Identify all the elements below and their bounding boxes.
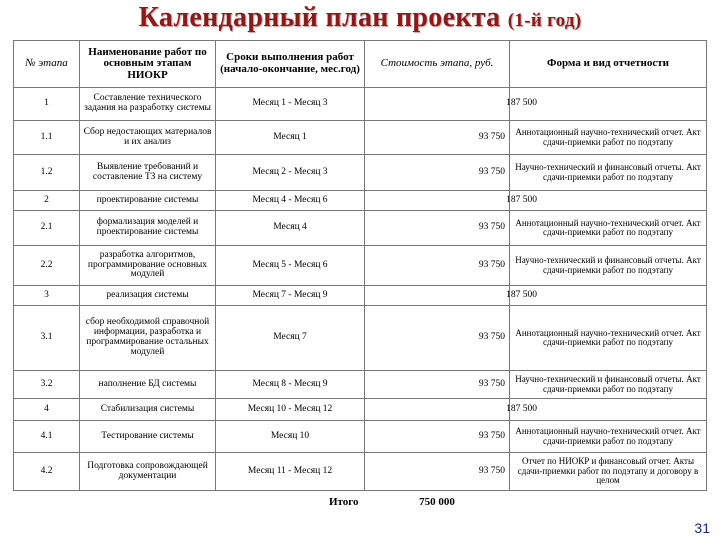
- report-form: Научно-технический и финансовый отчеты. Акт сдачи-приемки работ по подэтапу: [510, 155, 707, 191]
- table-row: [14, 211, 707, 246]
- stage-number: 1: [14, 88, 80, 121]
- work-name: Сбор недостающих материалов и их анализ: [80, 121, 216, 155]
- stage-cost: 93 750: [365, 421, 510, 453]
- stage-number: 2.2: [14, 246, 80, 286]
- table-row: [14, 286, 707, 306]
- work-name: формализация моделей и проектирование системы: [80, 211, 216, 246]
- stage-cost: 93 750: [365, 453, 510, 491]
- stage-number: 2: [14, 191, 80, 211]
- header-work-name: Наименование работ по основным этапам НИОКР: [80, 41, 216, 88]
- header-cost: Стоимость этапа, руб.: [365, 41, 510, 88]
- work-period: Месяц 8 - Месяц 9: [216, 371, 365, 399]
- work-name: разработка алгоритмов, программирование основных модулей: [80, 246, 216, 286]
- table-row: [14, 453, 707, 491]
- work-name: сбор необходимой справочной информации, разработка и программирование остальных модулей: [80, 306, 216, 371]
- table-row: [14, 155, 707, 191]
- stage-cost-value: 187 500: [506, 289, 537, 300]
- stage-number: 3.1: [14, 306, 80, 371]
- report-form: Научно-технический и финансовый отчеты. Акт сдачи-приемки работ по подэтапу: [510, 371, 707, 399]
- stage-cost: [365, 88, 537, 121]
- header-row: [14, 41, 707, 88]
- work-period: Месяц 10: [216, 421, 365, 453]
- header-report-form: Форма и вид отчетности: [510, 41, 707, 88]
- report-form: [510, 399, 707, 421]
- report-form: Аннотационный научно-технический отчет. Акт сдачи-приемки работ по подэтапу: [510, 211, 707, 246]
- work-name: Выявление требований и составление ТЗ на систему: [80, 155, 216, 191]
- total-label: Итого: [328, 495, 359, 508]
- table-row: [14, 399, 707, 421]
- stage-number: 1.1: [14, 121, 80, 155]
- work-period: Месяц 10 - Месяц 12: [216, 399, 365, 421]
- work-name: Подготовка сопровождающей документации: [80, 453, 216, 491]
- table-row: [14, 246, 707, 286]
- stage-cost: 93 750: [365, 371, 510, 399]
- work-name: реализация системы: [80, 286, 216, 306]
- work-period: Месяц 5 - Месяц 6: [216, 246, 365, 286]
- work-period: Месяц 11 - Месяц 12: [216, 453, 365, 491]
- report-form: [510, 88, 707, 121]
- header-stage-number: № этапа: [14, 41, 80, 88]
- title-subtitle: (1-й год): [507, 10, 582, 31]
- report-form: [510, 191, 707, 211]
- stage-cost: 93 750: [365, 246, 510, 286]
- total-value: 750 000: [419, 495, 455, 508]
- report-form: Аннотационный научно-технический отчет. Акт сдачи-приемки работ по подэтапу: [510, 306, 707, 371]
- stage-cost: [365, 286, 537, 306]
- page-number: 31: [694, 520, 710, 536]
- work-period: Месяц 2 - Месяц 3: [216, 155, 365, 191]
- total-row: [14, 491, 707, 515]
- report-form: Научно-технический и финансовый отчеты. Акт сдачи-приемки работ по подэтапу: [510, 246, 707, 286]
- stage-cost: [365, 399, 537, 421]
- table-row: [14, 306, 707, 371]
- work-name: проектирование системы: [80, 191, 216, 211]
- report-form: Аннотационный научно-технический отчет. Акт сдачи-приемки работ по подэтапу: [510, 121, 707, 155]
- work-period: Месяц 1 - Месяц 3: [216, 88, 365, 121]
- report-form: Аннотационный научно-технический отчет. Акт сдачи-приемки работ по подэтапу: [510, 421, 707, 453]
- stage-cost-value: 187 500: [506, 403, 537, 414]
- header-period: Сроки выполнения работ (начало-окончание, мес.год): [216, 41, 365, 88]
- stage-number: 1.2: [14, 155, 80, 191]
- work-period: Месяц 4 - Месяц 6: [216, 191, 365, 211]
- stage-cost-value: 187 500: [506, 194, 537, 205]
- work-period: Месяц 7 - Месяц 9: [216, 286, 365, 306]
- report-form: Отчет по НИОКР и финансовый отчет. Акты сдачи-приемки работ по подэтапу и договору в целом: [510, 453, 707, 491]
- stage-number: 3.2: [14, 371, 80, 399]
- work-period: Месяц 1: [216, 121, 365, 155]
- table-row: [14, 121, 707, 155]
- work-period: Месяц 4: [216, 211, 365, 246]
- project-plan-table: [13, 40, 707, 515]
- work-period: Месяц 7: [216, 306, 365, 371]
- slide-title: [0, 2, 720, 34]
- stage-number: 3: [14, 286, 80, 306]
- table-row: [14, 421, 707, 453]
- work-name: наполнение БД системы: [80, 371, 216, 399]
- stage-cost: [365, 191, 537, 211]
- stage-number: 4: [14, 399, 80, 421]
- stage-cost: 93 750: [365, 155, 510, 191]
- work-name: Стабилизация системы: [80, 399, 216, 421]
- table-row: [14, 191, 707, 211]
- stage-cost: 93 750: [365, 306, 510, 371]
- work-name: Составление технического задания на разработку системы: [80, 88, 216, 121]
- table-row: [14, 88, 707, 121]
- report-form: [510, 286, 707, 306]
- stage-number: 4.1: [14, 421, 80, 453]
- stage-cost-value: 187 500: [506, 98, 537, 109]
- stage-cost: 93 750: [365, 121, 510, 155]
- work-name: Тестирование системы: [80, 421, 216, 453]
- stage-cost: 93 750: [365, 211, 510, 246]
- stage-number: 2.1: [14, 211, 80, 246]
- stage-number: 4.2: [14, 453, 80, 491]
- table-row: [14, 371, 707, 399]
- title-main: Календарный план проекта: [138, 2, 508, 33]
